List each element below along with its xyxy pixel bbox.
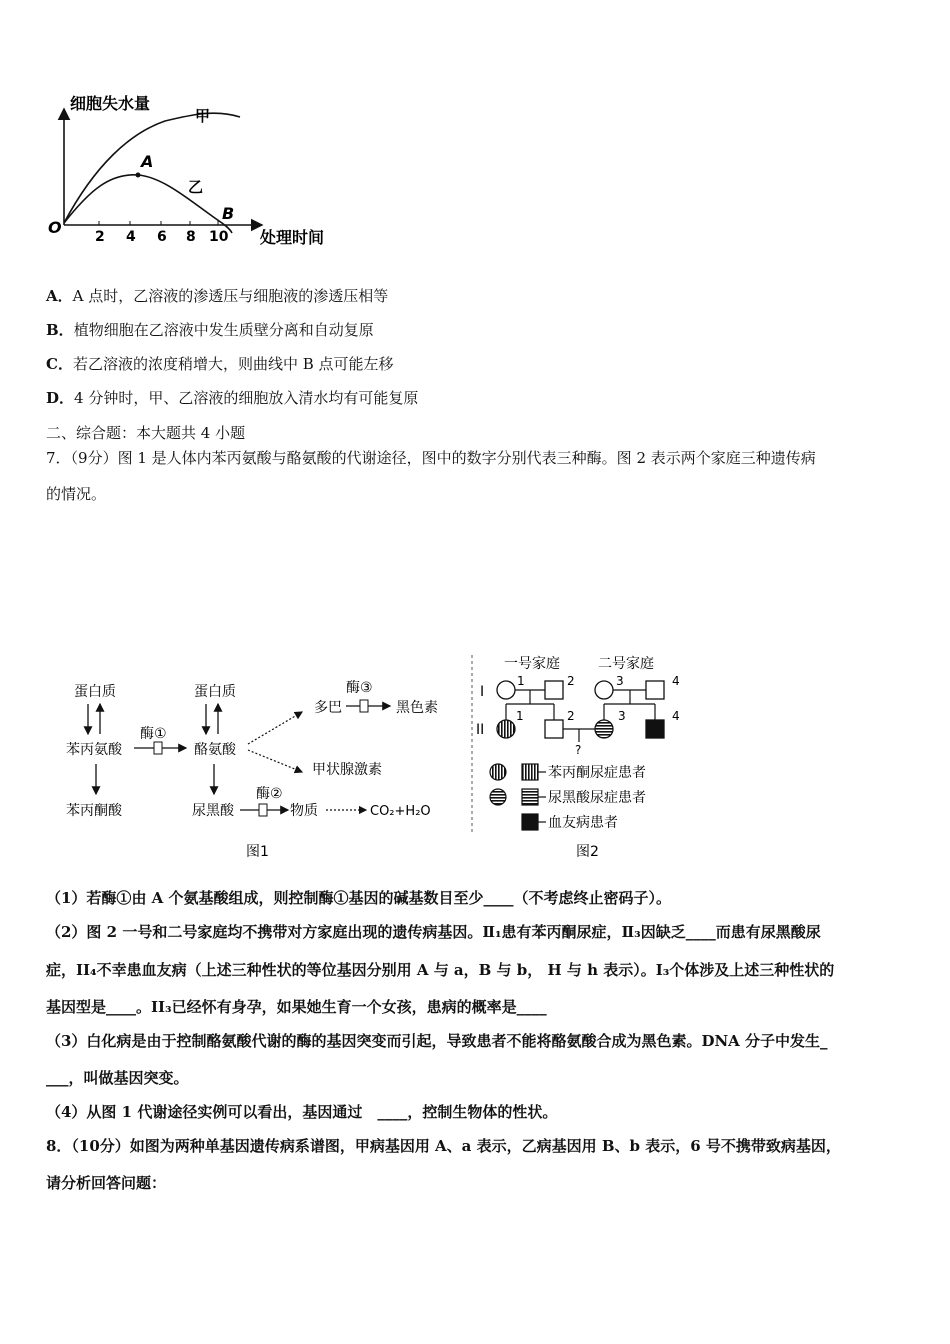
option-a-text: A 点时，乙溶液的渗透压与细胞液的渗透压相等 [72,287,389,305]
fig2-family1: 一号家庭 [504,656,560,672]
svg-text:2: 2 [567,674,575,688]
fig1-enzyme1: 酶① [140,726,167,742]
figure2-pedigree [474,650,704,865]
svg-text:3: 3 [616,674,624,688]
legend-hemo: 血友病患者 [548,815,618,831]
curve-yi-label: 乙 [188,178,204,196]
f2-ii3-aku-female [595,720,613,738]
fig1-caption: 图1 [246,844,269,860]
q7-line2: 的情况。 [46,485,107,503]
curve-jia-label: 甲 [195,107,211,125]
tick-6: 6 [157,229,167,245]
fig2-caption: 图2 [576,844,599,860]
fig2-gen1: I [480,684,485,700]
point-a-label: A [141,152,154,171]
tick-2: 2 [95,229,105,245]
fig1-dopa: 多巴 [314,700,342,716]
f1-ii1-pku-female [497,720,515,738]
f2-i3-female [595,681,613,699]
q7-sub2-line2: 症，II₄不幸患血友病（上述三种性状的等位基因分别用 A 与 a，B 与 b， H 与 h 表示）。I₃个体涉及上述三种性状的 [46,961,835,979]
svg-text:3: 3 [618,709,626,723]
f1-ii2-male [545,720,563,738]
tick-8: 8 [186,229,196,245]
q7-sub3-line2: ___，叫做基因突变。 [46,1069,189,1087]
q7-sub4: （4）从图 1 代谢途径实例可以看出，基因通过 ____，控制生物体的性状。 [46,1103,558,1121]
legend-pku: 苯丙酮尿症患者 [548,765,646,781]
q7-sub2-line3: 基因型是____。II₃已经怀有身孕，如果她生育一个女孩，患病的概率是____ [46,998,547,1016]
fig2-gen2: II [476,722,485,738]
water-loss-graph [40,95,350,260]
f2-ii4-hemo-male [646,720,664,738]
q8-line2: 请分析回答问题： [46,1174,167,1192]
svg-text:4: 4 [672,709,680,723]
option-a [46,286,388,306]
tick-10: 10 [209,229,229,245]
fig1-hga: 尿黑酸 [192,803,234,819]
q7-sub3-line1: （3）白化病是由于控制酪氨酸代谢的酶的基因突变而引起，导致患者不能将酪氨酸合成为黑色素。DNA 分子中发生_ [46,1032,828,1050]
fig1-protein-1: 蛋白质 [74,684,116,700]
y-axis-label: 细胞失水量 [70,95,151,113]
option-a-letter: A． [46,287,73,305]
q8-line1: 8．（10分）如图为两种单基因遗传病系谱图，甲病基因用 A、a 表示，乙病基因用 B、b 表示，6 号不携带致病基因， [46,1137,841,1155]
figure1-pathway [60,670,460,865]
fig2-family2: 二号家庭 [598,656,654,672]
svg-text:2: 2 [567,709,575,723]
option-c [46,354,394,374]
q7-sub2-line1: （2）图 2 一号和二号家庭均不携带对方家庭出现的遗传病基因。Ⅱ₁患有苯丙酮尿症，Ⅱ₃因缺乏____而患有尿黑酸尿 [46,923,821,941]
option-b [46,320,374,340]
fig1-phe: 苯丙氨酸 [66,742,122,758]
fig1-enzyme2: 酶② [256,786,283,802]
q7-sub1: （1）若酶①由 A 个氨基酸组成，则控制酶①基因的碱基数目至少____（不考虑终止密码子）。 [46,889,672,907]
f1-i2-male [545,681,563,699]
f1-i1-female [497,681,515,699]
svg-text:1: 1 [516,709,524,723]
legend-aku: 尿黑酸尿症患者 [548,790,646,806]
fig2-question: ? [575,743,582,757]
section2-title: 二、综合题：本大题共 4 小题 [46,424,246,442]
fig1-substance: 物质 [290,803,318,819]
point-a-dot [136,173,141,178]
option-b-letter: B． [46,321,74,339]
point-b-label: B [222,204,235,223]
option-d-text: 4 分钟时，甲、乙溶液的细胞放入清水均有可能复原 [74,389,419,407]
svg-text:1: 1 [517,674,525,688]
tick-4: 4 [126,229,136,245]
fig1-products: CO₂+H₂O [370,804,431,819]
fig1-enzyme3: 酶③ [346,680,373,696]
option-c-text: 若乙溶液的浓度稍增大，则曲线中 B 点可能左移 [72,355,394,373]
q7-line1: 7．（9分）图 1 是人体内苯丙氨酸与酪氨酸的代谢途径，图中的数字分别代表三种酶。图 2 表示两个家庭三种遗传病 [46,449,816,467]
fig1-ppa: 苯丙酮酸 [66,803,122,819]
svg-text:4: 4 [672,674,680,688]
option-d [46,388,418,408]
origin-label: O [48,218,62,237]
fig1-melanin: 黑色素 [396,700,438,716]
fig1-thyroxine: 甲状腺激素 [312,762,382,778]
x-axis-label: 处理时间 [260,228,325,247]
option-c-letter: C． [46,355,73,373]
f2-i4-male [646,681,664,699]
option-b-text: 植物细胞在乙溶液中发生质壁分离和自动复原 [73,321,374,339]
fig1-tyr: 酪氨酸 [194,742,236,758]
fig1-protein-2: 蛋白质 [194,684,236,700]
option-d-letter: D． [46,389,75,407]
